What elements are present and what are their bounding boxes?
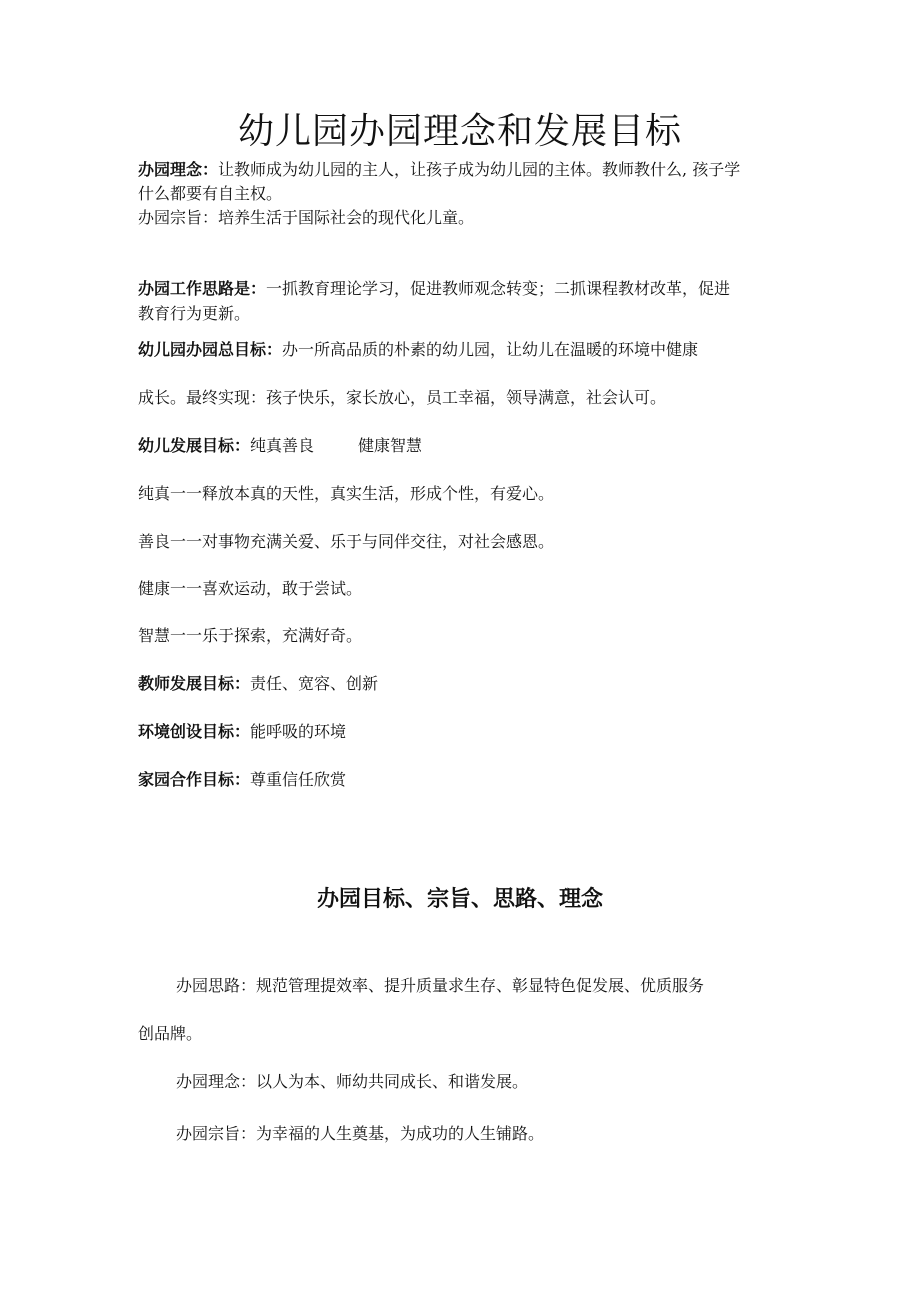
philosophy-label: 办园理念： bbox=[138, 160, 219, 179]
home-goal-line bbox=[138, 768, 788, 792]
work-approach-text-1: 一抓教育理论学习，促进教师观念转变；二抓课程教材改革，促进 bbox=[266, 279, 731, 298]
purpose-line: 办园宗旨：培养生活于国际社会的现代化儿童。 bbox=[138, 208, 475, 227]
child-goal-value-2: 健康智慧 bbox=[358, 436, 423, 455]
part2-approach-line-2: 创品牌。 bbox=[138, 1024, 203, 1043]
teacher-goal-label: 教师发展目标： bbox=[138, 674, 251, 693]
child-goal-value-1: 纯真善良 bbox=[250, 436, 315, 455]
overall-goal-line-2: 成长。最终实现：孩子快乐，家长放心，员工幸福，领导满意，社会认可。 bbox=[138, 388, 667, 407]
environment-goal-value: 能呼吸的环境 bbox=[250, 722, 347, 741]
part2-philosophy-line: 办园理念：以人为本、师幼共同成长、和谐发展。 bbox=[176, 1072, 529, 1091]
trait-item: 纯真一一释放本真的天性，真实生活，形成个性，有爱心。 bbox=[138, 484, 555, 503]
overall-goal-label: 幼儿园办园总目标： bbox=[138, 340, 283, 359]
environment-goal-line bbox=[138, 720, 788, 744]
teacher-goal-value: 责任、宽容、创新 bbox=[250, 674, 379, 693]
trait-item: 智慧一一乐于探索，充满好奇。 bbox=[138, 626, 363, 645]
philosophy-text-1: 让教师成为幼儿园的主人，让孩子成为幼儿园的主体。教师教什么, 孩子学 bbox=[218, 160, 741, 179]
environment-goal-label: 环境创设目标： bbox=[138, 722, 251, 741]
part2-purpose-line: 办园宗旨：为幸福的人生奠基，为成功的人生铺路。 bbox=[176, 1124, 545, 1143]
trait-item: 善良一一对事物充满关爱、乐于与同伴交往，对社会感恩。 bbox=[138, 532, 555, 551]
part2-approach-line-1: 办园思路：规范管理提效率、提升质量求生存、彰显特色促发展、优质服务 bbox=[176, 976, 705, 995]
overall-goal-line-1 bbox=[138, 338, 788, 362]
section-subtitle: 办园目标、宗旨、思路、理念 bbox=[316, 887, 603, 912]
work-approach-line-1 bbox=[138, 277, 788, 301]
philosophy-line-2: 什么都要有自主权。 bbox=[138, 184, 283, 203]
trait-item: 健康一一喜欢运动，敢于尝试。 bbox=[138, 579, 363, 598]
work-approach-line-2: 教育行为更新。 bbox=[138, 304, 251, 323]
page-title: 幼儿园办园理念和发展目标 bbox=[237, 111, 682, 152]
philosophy-line-1 bbox=[138, 158, 788, 182]
teacher-goal-line bbox=[138, 672, 788, 696]
child-goal-label: 幼儿发展目标： bbox=[138, 436, 251, 455]
overall-goal-text-1: 办一所高品质的朴素的幼儿园，让幼儿在温暖的环境中健康 bbox=[282, 340, 699, 359]
child-goal-line bbox=[138, 434, 788, 458]
home-goal-value: 尊重信任欣赏 bbox=[250, 770, 347, 789]
work-approach-label: 办园工作思路是： bbox=[138, 279, 267, 298]
home-goal-label: 家园合作目标： bbox=[138, 770, 251, 789]
